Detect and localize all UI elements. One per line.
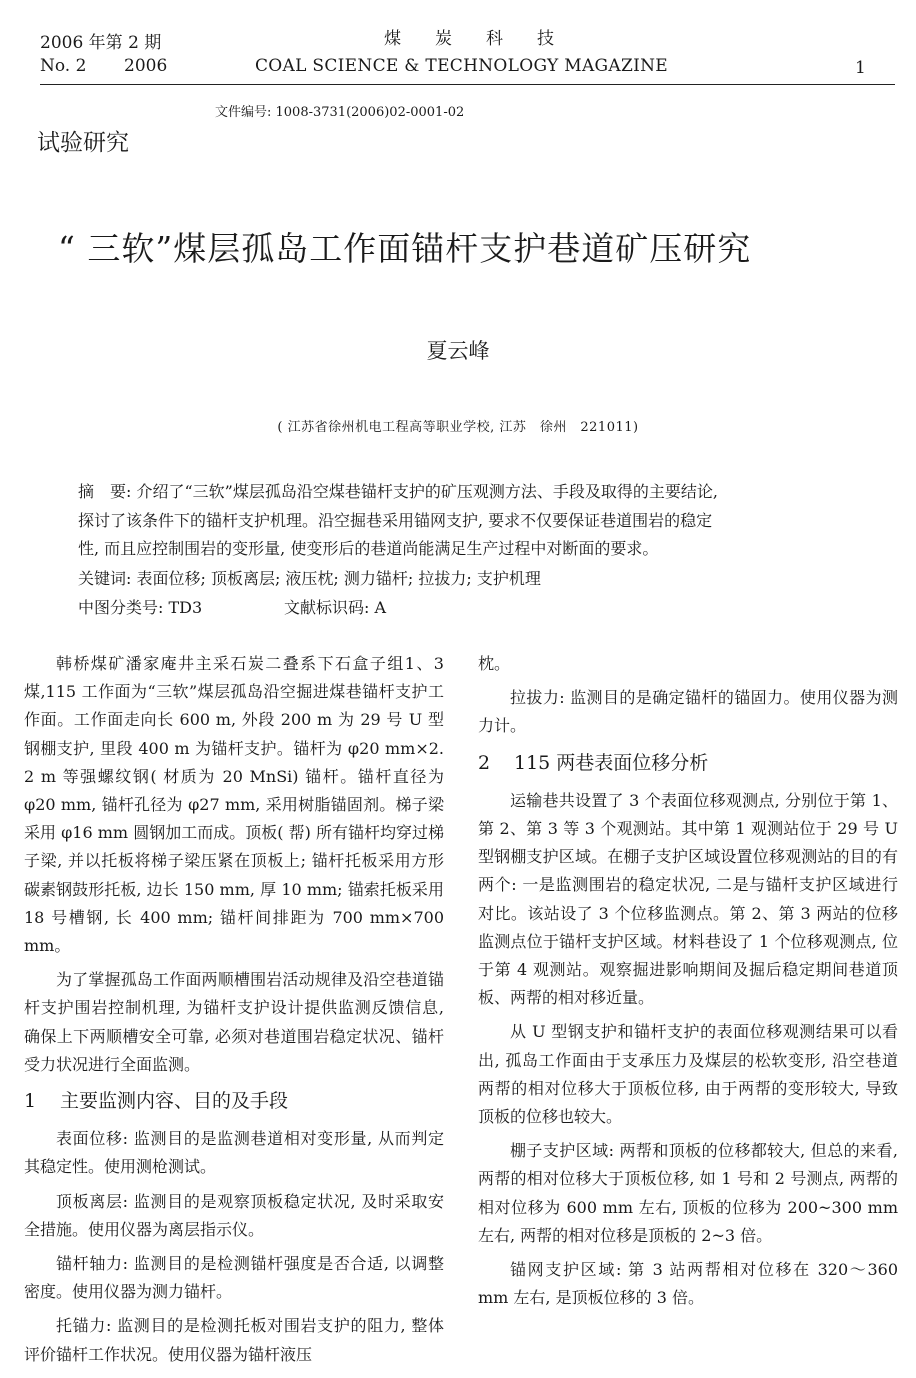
right-column <box>478 650 898 1318</box>
paragraph: 运输巷共设置了 3 个表面位移观测点, 分别位于第 1、第 2、第 3 等 3 个观测站。其中第 1 观测站位于 29 号 U 型钢棚支护区域。在棚子支护区域设置位移观测站的目的有两个: 一是监测围岩的稳定状况, 二是与锚杆支护区域进行对比。该站设了 3 个位移监测点。第 2、第 3 两站的位移监测点位于锚杆支护区域。材料巷设了 1 个位移观测点, 位于第 4 观测站。观察掘进影响期间及掘后稳定期间巷道顶板、两帮的相对移近量。 <box>478 790 898 1008</box>
section-number: 2 <box>478 751 491 774</box>
header-rule <box>40 84 895 85</box>
paragraph: 拉拔力: 监测目的是确定锚杆的锚固力。使用仪器为测力计。 <box>478 688 898 736</box>
section-number: 1 <box>24 1090 37 1113</box>
abstract-line: 探讨了该条件下的锚杆支护机理。沿空掘巷采用锚网支护, 要求不仅要保证巷道围岩的稳定 <box>78 510 713 530</box>
paragraph: 枕。 <box>478 654 511 673</box>
document-number: 文件编号: 1008-3731(2006)02-0001-02 <box>215 105 465 120</box>
year: 2006 <box>124 56 168 76</box>
paragraph: 为了掌握孤岛工作面两顺槽围岩活动规律及沿空巷道锚杆支护围岩控制机理, 为锚杆支护设计提供监测反馈信息, 确保上下两顺槽安全可靠, 必须对巷道围岩稳定状况、锚杆受力状况进行全面监测。 <box>24 970 444 1074</box>
section-title: 主要监测内容、目的及手段 <box>60 1090 289 1113</box>
paragraph: 表面位移: 监测目的是监测巷道相对变形量, 从而判定其稳定性。使用测枪测试。 <box>24 1129 444 1177</box>
paragraph: 托锚力: 监测目的是检测托板对围岩支护的阻力, 整体评价锚杆工作状况。使用仪器为锚杆液压 <box>24 1316 444 1364</box>
abstract-line: 性, 而且应控制围岩的变形量, 使变形后的巷道尚能满足生产过程中对断面的要求。 <box>78 539 659 558</box>
paper-title: “ 三软”煤层孤岛工作面锚杆支护巷道矿压研究 <box>58 229 752 268</box>
paragraph: 顶板离层: 监测目的是观察顶板稳定状况, 及时采取安全措施。使用仪器为离层指示仪。 <box>24 1191 444 1239</box>
issue-cn: 2006 年第 2 期 <box>40 33 162 53</box>
issue-en: No. 2 <box>40 56 87 76</box>
page-number: 1 <box>855 58 866 78</box>
paragraph: 棚子支护区域: 两帮和顶板的位移都较大, 但总的来看, 两帮的相对位移大于顶板位移, 如 1 号和 2 号测点, 两帮的相对位移为 600 mm 左右, 顶板的位移为 200~300 mm 左右, 两帮的相对位移是顶板的 2~3 倍。 <box>478 1141 898 1245</box>
left-column <box>24 650 444 1375</box>
document-code: 文献标识码: A <box>284 598 387 617</box>
section-heading-1 <box>24 1087 444 1115</box>
paragraph: 韩桥煤矿潘家庵井主采石炭二叠系下石盒子组1、3 煤,115 工作面为“三软”煤层孤岛沿空掘进煤巷锚杆支护工作面。工作面走向长 600 m, 外段 200 m 为 29 号 U 型钢棚支护, 里段 400 m 为锚杆支护。锚杆为 φ20 mm×2. 2 m 等强螺纹钢( 材质为 20 MnSi) 锚杆。锚杆直径为 φ20 mm, 锚杆孔径为 φ27 mm, 采用树脂锚固剂。梯子梁采用 φ16 mm 圆钢加工而成。顶板( 帮) 所有锚杆均穿过梯子梁, 并以托板将梯子梁压紧在顶板上; 锚杆托板采用方形碳素钢鼓形托板, 边长 150 mm, 厚 10 mm; 锚索托板采用 18 号槽钢, 长 400 mm; 锚杆间排距为 700 mm×700 mm。 <box>24 654 444 956</box>
abstract <box>78 478 843 564</box>
journal-title-cn: 煤 炭 科 技 <box>384 29 554 49</box>
paragraph: 锚杆轴力: 监测目的是检测锚杆强度是否合适, 以调整密度。使用仪器为测力锚杆。 <box>24 1254 444 1302</box>
author: 夏云峰 <box>426 339 490 363</box>
clc-number: 中图分类号: TD3 <box>78 598 203 617</box>
affiliation: ( 江苏省徐州机电工程高等职业学校, 江苏 徐州 221011) <box>277 420 639 435</box>
paragraph: 锚网支护区域: 第 3 站两帮相对位移在 320～360 mm 左右, 是顶板位移的 3 倍。 <box>478 1260 898 1308</box>
section-title: 115 两巷表面位移分析 <box>514 751 709 774</box>
section-heading-2 <box>478 749 898 777</box>
section-label: 试验研究 <box>37 130 129 156</box>
paragraph: 从 U 型钢支护和锚杆支护的表面位移观测结果可以看出, 孤岛工作面由于支承压力及煤层的松软变形, 沿空巷道两帮的相对位移大于顶板位移, 由于两帮的变形较大, 导致顶板的位移也较大。 <box>478 1022 898 1127</box>
abstract-line: 摘 要: 介绍了“三软”煤层孤岛沿空煤巷锚杆支护的矿压观测方法、手段及取得的主要结论, <box>78 482 718 501</box>
journal-title-en: COAL SCIENCE & TECHNOLOGY MAGAZINE <box>255 56 669 76</box>
keywords: 关键词: 表面位移; 顶板离层; 液压枕; 测力锚杆; 拉拔力; 支护机理 <box>78 569 541 588</box>
